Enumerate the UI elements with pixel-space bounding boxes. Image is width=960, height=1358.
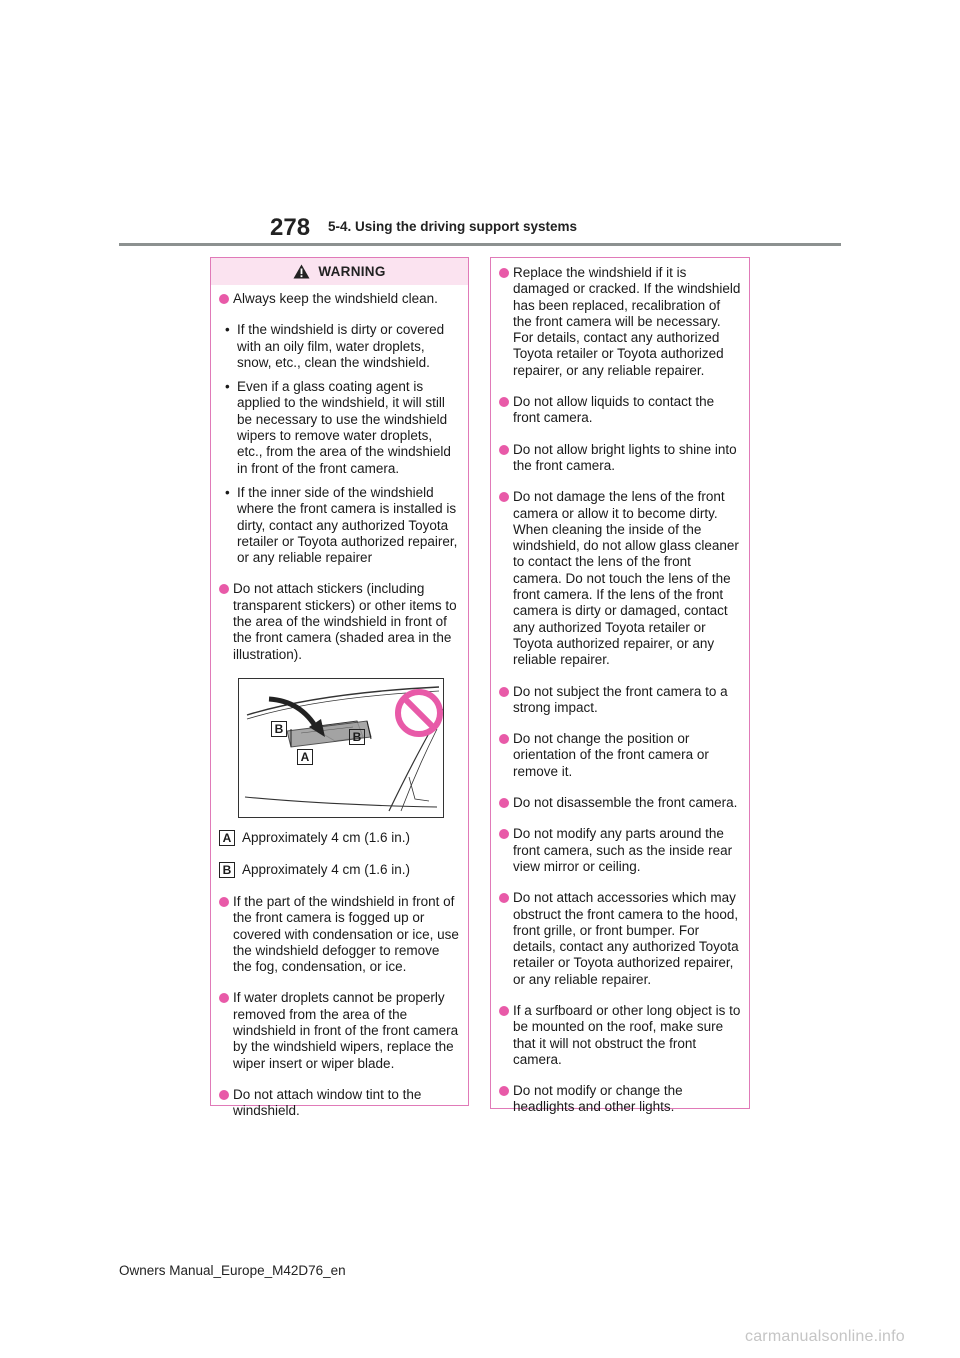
label-a-tag: A	[297, 749, 313, 765]
windshield-illustration	[238, 678, 444, 818]
sub-list-item: • If the windshield is dirty or covered with an oily film, water droplets, snow, etc., clean the windshield.	[225, 322, 445, 370]
list-item: Do not allow bright lights to shine into the front camera.	[499, 442, 741, 475]
bullet-icon	[219, 1090, 229, 1100]
bullet-icon	[499, 492, 509, 502]
list-item: Do not damage the lens of the front camera or allow it to become dirty. When cleaning the inside of the windshield, do not allow glass cleaner to contact the lens of the front camera. Do not touch the lens of the front camera. If the lens of the front camera is dirty or damaged, contact any authorized Toyota retailer or Toyota authorized repairer, or any reliable repairer.	[499, 489, 741, 668]
bullet-icon	[219, 294, 229, 304]
list-item: Do not disassemble the front camera.	[499, 795, 741, 811]
bullet-icon	[499, 1006, 509, 1016]
warning-box-left	[210, 257, 469, 1119]
warning-triangle-icon	[293, 264, 310, 279]
page-number: 278	[270, 214, 311, 241]
list-item: Replace the windshield if it is damaged or cracked. If the windshield has been replaced, recalibration of the front camera will be necessary. For details, contact any authorized Toyota retailer or Toyota authorized repairer, or any reliable repairer.	[499, 265, 741, 379]
list-item: If water droplets cannot be properly removed from the area of the windshield in front of the front camera by the windshield wipers, replace the wiper insert or wiper blade.	[219, 990, 460, 1071]
bullet-icon	[219, 993, 229, 1003]
list-item: Always keep the windshield clean.	[219, 291, 460, 307]
list-item: Do not modify or change the headlights and other lights.	[499, 1083, 741, 1116]
list-item: Do not attach accessories which may obstruct the front camera to the hood, front grille, or front bumper. For details, contact any authorized Toyota retailer or Toyota authorized repairer, or any reliable repairer.	[499, 890, 741, 988]
list-item: Do not attach stickers (including transparent stickers) or other items to the area of the windshield in front of the front camera (shaded area in the illustration).	[219, 581, 460, 662]
label-b-tag: B	[349, 729, 365, 745]
bullet-icon	[499, 445, 509, 455]
bullet-icon	[499, 798, 509, 808]
warning-box-right	[490, 257, 750, 1115]
dimension-caption: A Approximately 4 cm (1.6 in.)	[219, 830, 460, 846]
bullet-icon	[499, 397, 509, 407]
list-item: Do not subject the front camera to a strong impact.	[499, 684, 741, 717]
bullet-icon	[499, 1086, 509, 1096]
list-item: Do not modify any parts around the front camera, such as the inside rear view mirror or ceiling.	[499, 826, 741, 875]
sub-list-item: • Even if a glass coating agent is applied to the windshield, it will still be necessary to use the windshield wipers to remove water droplets, etc., from the area of the windshield in front of the front camera.	[225, 379, 451, 476]
bullet-icon	[219, 897, 229, 907]
bullet-icon	[499, 893, 509, 903]
bullet-icon	[219, 584, 229, 594]
footer-text: Owners Manual_Europe_M42D76_en	[119, 1263, 346, 1278]
warning-header	[211, 258, 468, 285]
label-a-tag: A	[219, 830, 235, 846]
header-divider	[119, 243, 841, 246]
list-item: If a surfboard or other long object is to be mounted on the roof, make sure that it will not obstruct the front camera.	[499, 1003, 741, 1068]
list-item: If the part of the windshield in front of the front camera is fogged up or covered with condensation or ice, use the windshield defogger to remove the fog, condensation, or ice.	[219, 894, 460, 975]
label-b-tag: B	[219, 862, 235, 878]
warning-title: WARNING	[318, 264, 386, 279]
list-item: Do not change the position or orientation of the front camera or remove it.	[499, 731, 741, 780]
bullet-icon	[499, 268, 509, 278]
list-item: Do not attach window tint to the windshield.	[219, 1087, 460, 1120]
no-entry-icon	[398, 692, 440, 734]
sub-list-item: • If the inner side of the windshield where the front camera is installed is dirty, contact any authorized Toyota retailer or Toyota authorized repairer, or any reliable repairer	[225, 484, 458, 566]
list-item: Do not allow liquids to contact the front camera.	[499, 394, 741, 427]
label-b-tag: B	[271, 721, 287, 737]
watermark-text: carmanualsonline.info	[745, 1328, 905, 1345]
dimension-caption: B Approximately 4 cm (1.6 in.)	[219, 862, 460, 878]
bullet-icon	[499, 734, 509, 744]
section-title: 5-4. Using the driving support systems	[328, 219, 578, 234]
bullet-icon	[499, 687, 509, 697]
bullet-icon	[499, 829, 509, 839]
